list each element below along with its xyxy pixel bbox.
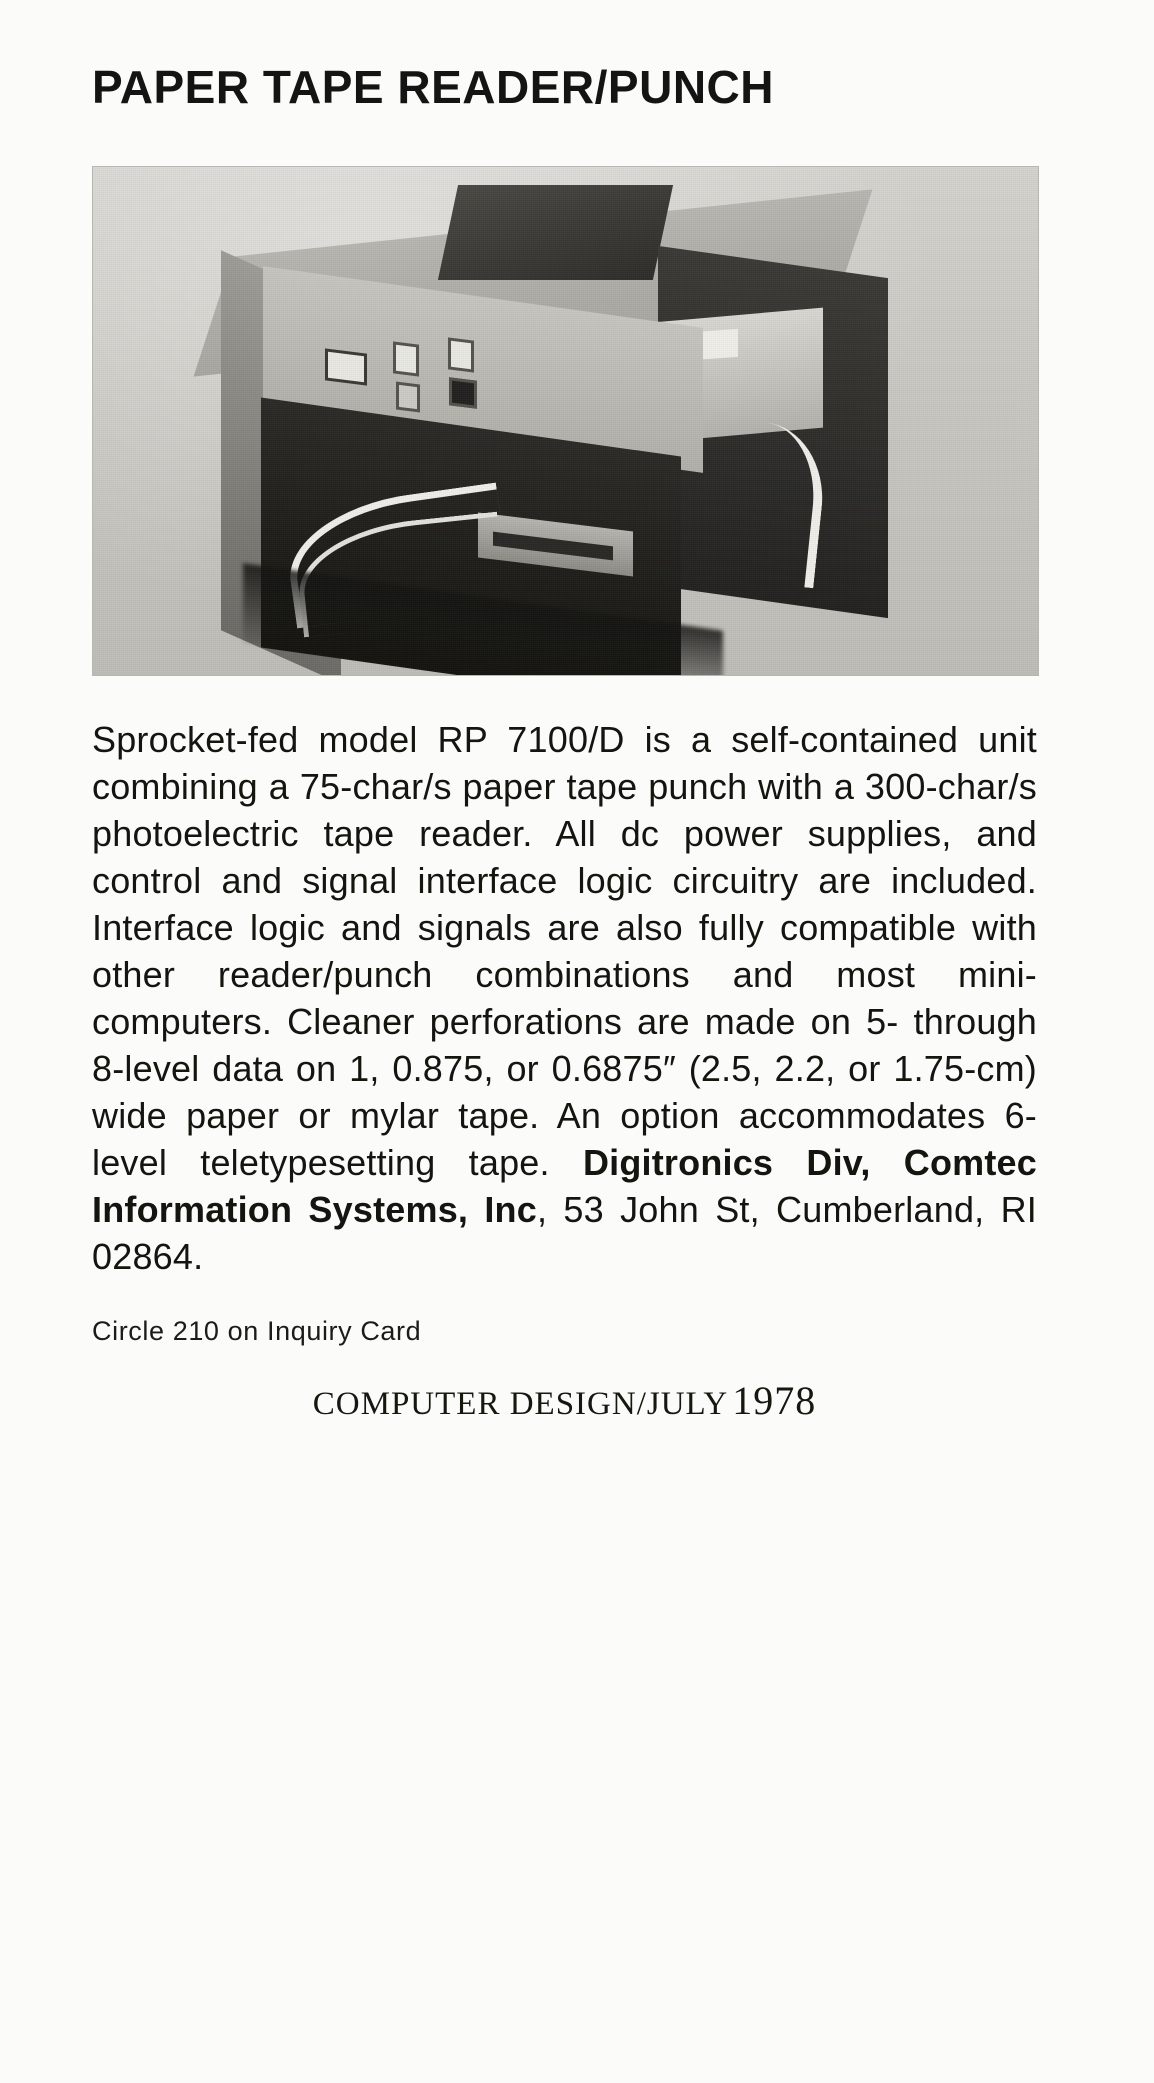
body-text-part-1: Sprocket-fed model RP 7100/D is a self-contained unit combining a 75-char/s paper tape punch with a 300-char/s photoelectric tape reader. All dc power supplies, and control and signal interface logic circuitry are included. Interface logic and signals are also fully compatible with other reader/punch combinations and most mini-computers. Cleaner perforations are made on 5- through 8-level data on 1, 0.875, or 0.6875″ (2.5, 2.2, or 1.75-cm) wide paper or mylar tape. An option accommodates 6-level teletypesetting tape. [92, 718, 1037, 1183]
page-footer [92, 1377, 1037, 1424]
inquiry-card-line: Circle 210 on Inquiry Card [92, 1315, 422, 1346]
photo-grain [93, 167, 1038, 675]
product-photo [92, 166, 1039, 676]
publication-name: COMPUTER DESIGN/JULY [312, 1385, 729, 1422]
body-text-part-2: , 53 John St, Cumberland, RI 02864. [92, 1188, 1038, 1277]
photo-canvas [93, 167, 1038, 675]
page-title: PAPER TAPE READER/PUNCH [92, 61, 774, 113]
article-column [92, 0, 1067, 1424]
company-name: Digitronics Div, Comtec Information Systems, Inc [92, 1141, 1037, 1230]
article-body [92, 716, 1037, 1280]
publication-year: 1978 [732, 1377, 817, 1423]
